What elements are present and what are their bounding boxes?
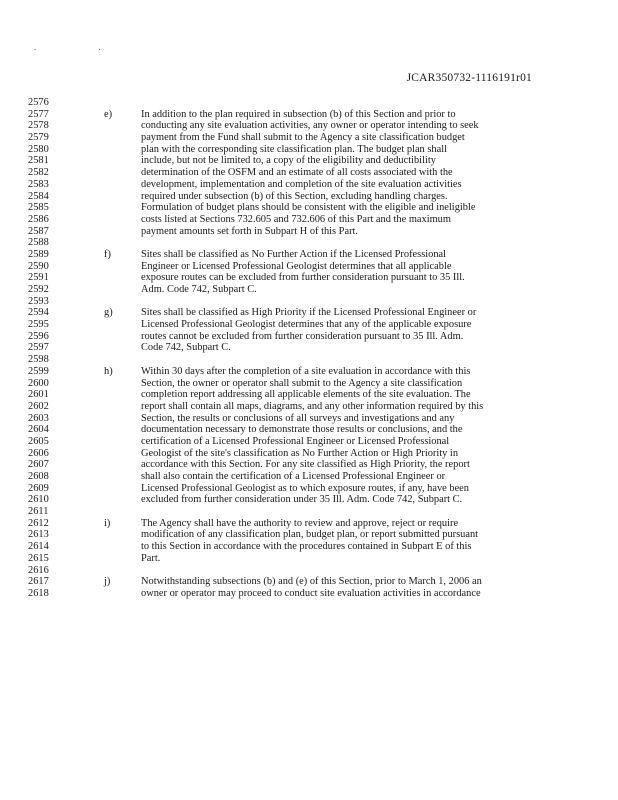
line-text: plan with the corresponding site classification plan. The budget plan shall xyxy=(141,143,447,155)
line-number: 2602 xyxy=(28,400,49,412)
text-line xyxy=(0,518,618,530)
line-number: 2603 xyxy=(28,412,49,424)
text-line xyxy=(0,319,618,331)
line-text: excluded from further consideration under 35 Ill. Adm. Code 742, Subpart C. xyxy=(141,494,463,506)
text-line xyxy=(0,553,618,565)
text-line xyxy=(0,132,618,144)
line-number: 2585 xyxy=(28,202,49,214)
line-number: 2596 xyxy=(28,330,49,342)
text-line xyxy=(0,401,618,413)
line-text: include, but not be limited to, a copy of the eligibility and deductibility xyxy=(141,155,436,167)
line-number: 2597 xyxy=(28,342,49,354)
text-line xyxy=(0,307,618,319)
scan-marks: . . xyxy=(34,42,131,52)
text-line xyxy=(0,565,618,577)
line-number: 2614 xyxy=(28,541,49,553)
line-number: 2607 xyxy=(28,459,49,471)
line-number: 2605 xyxy=(28,435,49,447)
text-line xyxy=(0,214,618,226)
line-text: determination of the OSFM and an estimate of all costs associated with the xyxy=(141,167,453,179)
text-line xyxy=(0,296,618,308)
line-number: 2592 xyxy=(28,284,49,295)
line-number: 2599 xyxy=(28,365,49,377)
line-text: Geologist of the site's classification as No Further Action or High Priority in xyxy=(141,447,459,459)
line-number: 2613 xyxy=(28,529,49,541)
line-number: 2583 xyxy=(28,178,49,190)
text-line xyxy=(0,366,618,378)
line-text: report shall contain all maps, diagrams, and any other information required by this xyxy=(141,400,484,412)
line-text: Code 742, Subpart C. xyxy=(141,342,231,354)
line-number: 2617 xyxy=(28,576,49,588)
text-line xyxy=(0,237,618,249)
text-line xyxy=(0,97,618,109)
line-text: In addition to the plan required in subsection (b) of this Section and prior to xyxy=(141,108,456,120)
line-text: exposure routes can be excluded from further consideration pursuant to 35 Ill. xyxy=(141,272,465,284)
line-text: to this Section in accordance with the procedures contained in Subpart E of this xyxy=(141,541,472,553)
line-text: development, implementation and completion of the site evaluation activities xyxy=(141,178,462,190)
line-number: 2587 xyxy=(28,225,49,237)
text-line xyxy=(0,342,618,354)
line-text: Notwithstanding subsections (b) and (e) of this Section, prior to March 1, 2006 an xyxy=(141,576,482,588)
line-text: Engineer or Licensed Professional Geologist determines that all applicable xyxy=(141,260,452,272)
line-number: 2615 xyxy=(28,552,49,564)
line-text: Adm. Code 742, Subpart C. xyxy=(141,284,257,295)
text-line xyxy=(0,506,618,518)
text-line xyxy=(0,529,618,541)
text-line xyxy=(0,120,618,132)
numbered-text-body xyxy=(0,97,618,600)
line-number: 2582 xyxy=(28,167,49,179)
line-number: 2590 xyxy=(28,260,49,272)
text-line xyxy=(0,471,618,483)
line-number: 2618 xyxy=(28,587,49,599)
text-line xyxy=(0,576,618,588)
line-text: shall also contain the certification of a Licensed Professional Engineer or xyxy=(141,471,446,482)
text-line xyxy=(0,541,618,553)
subsection-label: e) xyxy=(104,108,113,120)
line-number: 2609 xyxy=(28,482,49,494)
line-text: Licensed Professional Geologist determines that any of the applicable exposure xyxy=(141,319,472,331)
subsection-label: h) xyxy=(104,365,113,377)
line-text: required under subsection (b) of this Section, excluding handling charges. xyxy=(141,190,448,202)
line-number: 2598 xyxy=(28,354,49,366)
line-number: 2578 xyxy=(28,120,49,132)
line-number: 2591 xyxy=(28,272,49,284)
line-number: 2576 xyxy=(28,97,49,108)
subsection-label: f) xyxy=(104,248,111,260)
line-number: 2600 xyxy=(28,377,49,389)
line-number: 2588 xyxy=(28,237,49,249)
line-text: modification of any classification plan, budget plan, or report submitted pursuant xyxy=(141,529,479,541)
document-id: JCAR350732-1116191r01 xyxy=(406,72,532,84)
line-text: conducting any site evaluation activities, any owner or operator intending to seek xyxy=(141,120,479,132)
subsection-label: i) xyxy=(104,517,111,529)
text-line xyxy=(0,226,618,238)
text-line xyxy=(0,191,618,203)
line-text: Section, the results or conclusions of all surveys and investigations and any xyxy=(141,412,455,424)
text-line xyxy=(0,155,618,167)
line-number: 2589 xyxy=(28,248,49,260)
line-number: 2612 xyxy=(28,517,49,529)
line-text: Sites shall be classified as No Further Action if the Licensed Professional xyxy=(141,248,447,260)
text-line xyxy=(0,272,618,284)
line-number: 2601 xyxy=(28,389,49,401)
line-number: 2577 xyxy=(28,108,49,120)
subsection-label: j) xyxy=(104,576,111,588)
line-number: 2610 xyxy=(28,494,49,506)
line-text: Formulation of budget plans should be consistent with the eligible and ineligible xyxy=(141,202,476,214)
line-number: 2604 xyxy=(28,424,49,436)
text-line xyxy=(0,448,618,460)
text-line xyxy=(0,459,618,471)
line-text: Sites shall be classified as High Priority if the Licensed Professional Engineer or xyxy=(141,307,477,319)
line-text: costs listed at Sections 732.605 and 732.606 of this Part and the maximum xyxy=(141,213,451,225)
text-line xyxy=(0,202,618,214)
text-line xyxy=(0,354,618,366)
line-number: 2611 xyxy=(28,506,49,518)
line-text: owner or operator may proceed to conduct site evaluation activities in accordance xyxy=(141,587,481,599)
text-line xyxy=(0,284,618,296)
line-text: Licensed Professional Geologist as to which exposure routes, if any, have been xyxy=(141,482,469,494)
line-text: Within 30 days after the completion of a site evaluation in accordance with this xyxy=(141,365,471,377)
line-number: 2579 xyxy=(28,132,49,144)
text-line xyxy=(0,179,618,191)
line-text: payment from the Fund shall submit to the Agency a site classification budget xyxy=(141,132,465,144)
subsection-label: g) xyxy=(104,307,113,319)
line-text: Section, the owner or operator shall submit to the Agency a site classification xyxy=(141,377,463,389)
text-line xyxy=(0,378,618,390)
line-number: 2593 xyxy=(28,295,49,307)
text-line xyxy=(0,588,618,600)
line-number: 2616 xyxy=(28,564,49,576)
text-line xyxy=(0,494,618,506)
line-text: certification of a Licensed Professional Engineer or Licensed Professional xyxy=(141,435,450,447)
line-text: Part. xyxy=(141,552,161,564)
line-number: 2594 xyxy=(28,307,49,319)
text-line xyxy=(0,424,618,436)
text-line xyxy=(0,483,618,495)
text-line xyxy=(0,167,618,179)
text-line xyxy=(0,389,618,401)
text-line xyxy=(0,261,618,273)
line-text: routes cannot be excluded from further consideration pursuant to 35 Ill. Adm. xyxy=(141,330,464,342)
line-text: accordance with this Section. For any site classified as High Priority, the report xyxy=(141,459,470,471)
text-line xyxy=(0,249,618,261)
line-number: 2586 xyxy=(28,213,49,225)
line-number: 2584 xyxy=(28,190,49,202)
text-line xyxy=(0,436,618,448)
line-number: 2595 xyxy=(28,319,49,331)
line-number: 2608 xyxy=(28,471,49,482)
text-line xyxy=(0,109,618,121)
line-number: 2606 xyxy=(28,447,49,459)
line-number: 2581 xyxy=(28,155,49,167)
text-line xyxy=(0,331,618,343)
line-text: payment amounts set forth in Subpart H of this Part. xyxy=(141,225,359,237)
line-text: documentation necessary to demonstrate those results or conclusions, and the xyxy=(141,424,463,436)
line-text: The Agency shall have the authority to review and approve, reject or require xyxy=(141,517,459,529)
text-line xyxy=(0,413,618,425)
line-number: 2580 xyxy=(28,143,49,155)
line-text: completion report addressing all applicable elements of the site evaluation. The xyxy=(141,389,471,401)
text-line xyxy=(0,144,618,156)
